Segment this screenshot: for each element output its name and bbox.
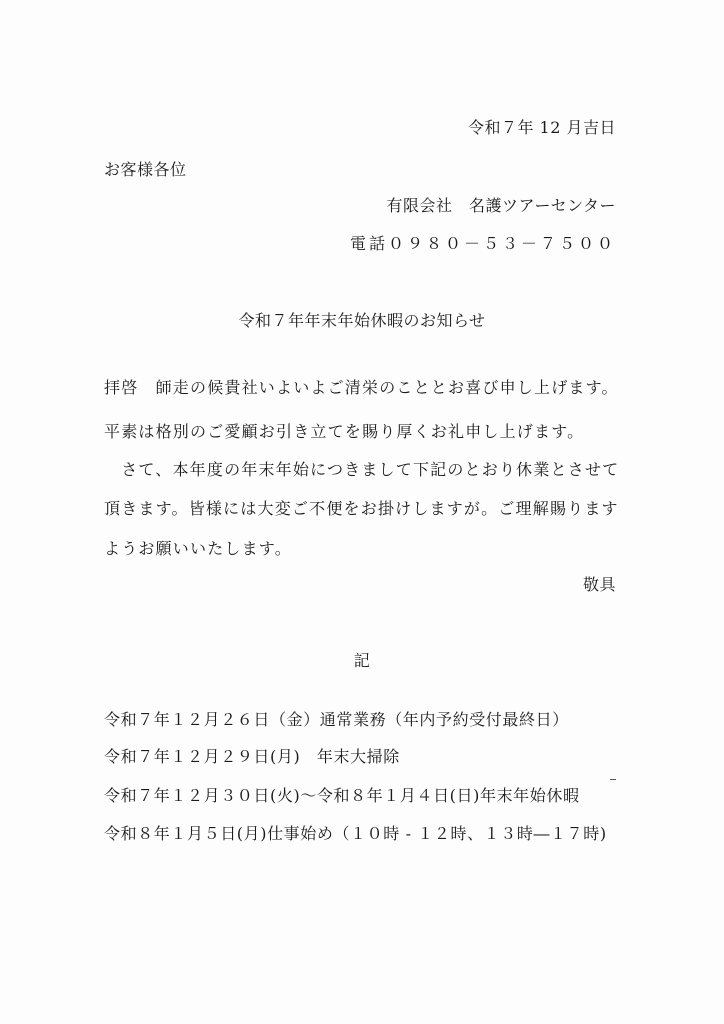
- body-line: ようお願いいたします。: [104, 539, 292, 558]
- addressee: お客様各位: [104, 160, 187, 179]
- schedule-heading: 記: [353, 651, 371, 670]
- body-line: 拝啓 師走の候貴社いよいよご清栄のこととお喜び申し上げます。: [104, 378, 619, 397]
- closing-remark: 敬具: [582, 575, 616, 594]
- body-line: さて、本年度の年末年始につきまして下記のとおり休業とさせて: [104, 460, 620, 479]
- body-line: 平素は格別のご愛顧お引き立てを賜り厚くお礼申し上げます。: [104, 422, 585, 441]
- schedule-item: 令和７年１２月２６日（金）通常業務（年内予約受付最終日）: [104, 710, 569, 729]
- company-name: 有限会社 名護ツアーセンター: [386, 196, 616, 215]
- schedule-item: 令和８年１月５日(月)仕事始め（１０時 - １２時、１３時―１７時): [104, 824, 607, 843]
- schedule-item: 令和７年１２月３０日(火)～令和８年１月４日(日)年末年始休暇: [104, 786, 580, 805]
- notice-title: 令和７年年末年始休暇のお知らせ: [238, 311, 486, 330]
- phone-number: 電話０９８０－５３－７５００: [349, 234, 616, 253]
- schedule-item: 令和７年１２月２９日(月) 年末大掃除: [104, 747, 400, 766]
- body-line: 頂きます。皆様には大変ご不便をお掛けしますが。ご理解賜ります: [104, 499, 619, 518]
- scan-artifact: [610, 779, 616, 780]
- issue-date: 令和７年 12 月吉日: [467, 118, 616, 137]
